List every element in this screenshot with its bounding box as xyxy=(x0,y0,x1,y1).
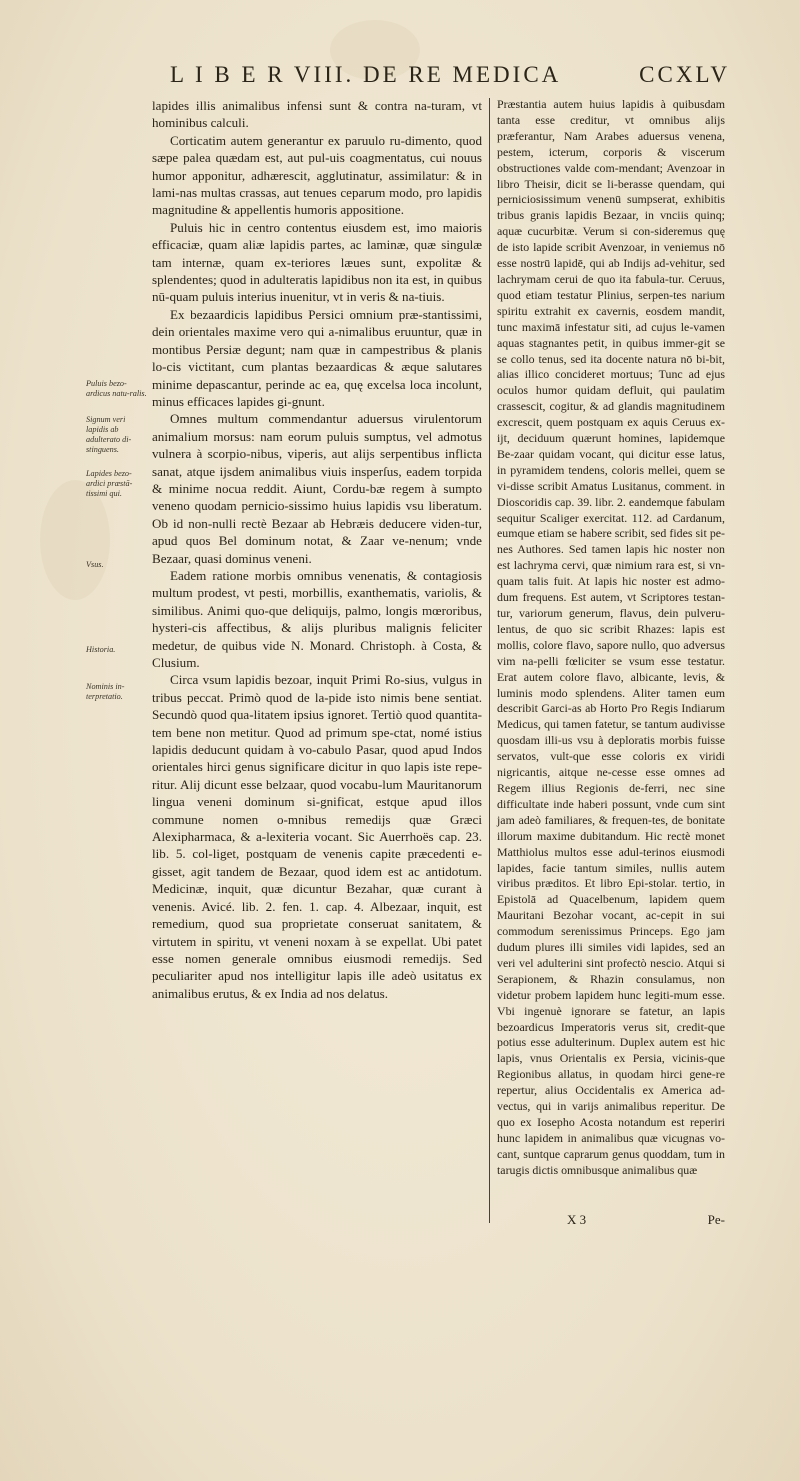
catchword: Pe- xyxy=(707,1212,725,1227)
paragraph: Circa vsum lapidis bezoar, inquit Primi Ro-sius, vulgus in tribus peccat. Primò quod de la-pide isto nimis bene sentiat. Secundò quod qua-litatem ipsius ignoret. Tertiò quod quantita-tem bene non metitur. Quod ad primum spe-ctat, nomé istius lapidis deducunt quidam à vo-cabulo Pasar, quod apud Indos orientales hirci genus significare dicitur in quo lapis iste repe-ritur. Alij dicunt esse belzaar, quod vocabu-lum Mauritanorum lingua veneni dominum si-gnificat, estque apud illos commune nomen o-mnibus remedijs quæ Græci Alexipharmaca, & a-lexiteria vocant. Sic Auerrhoës cap. 23. lib. 5. col-liget, postquam de venenis capite præcedenti e-gisset, agit tandem de Bezaar, quod idem est ac antidotum. Medicinæ, inquit, quæ dicuntur Bezahar, quæ curant à venenis. Avicé. lib. 2. fen. 1. cap. 4. Albezaar, inquit, est remedium, quod sua proprietate conseruat sanitatem, & virtutem in spiritu, vt veneni noxam à se expellat. Ubi patet esse nomen generale omnibus eiusmodi remedijs. Sed peculiariter apud nos intelligitur lapis ille adeò usitatus ex animalibus erutus, & ex India ad nos delatus. xyxy=(152,672,482,1001)
margin-note: Signum veri lapidis ab adulterato di-stinguens. xyxy=(86,415,132,454)
page-footer xyxy=(497,1212,725,1230)
folio-number: CCXLV xyxy=(639,62,730,87)
paragraph: lapides illis animalibus infensi sunt & contra na-turam, vt hominibus calculi. xyxy=(152,98,482,131)
paragraph: Omnes multum commendantur aduersus virulentorum animalium morsus: nam eorum puluis sumptus, vel admotus vulnera à scorpio-nibus, viperis, aut alijs serpentibus inflicta sanat, atque ijsdem animalibus viuis insperſus, eadem torpida & minime nocua reddit. Aiunt, Cordu-bæ regem à sumpto veneno quodam pernicio-sissimo huius lapidis vsu liberatum. Ob id non-nulli rectè Bezaar ab Hebræis deducere viden-tur, apud quos Bel dominum notat, & Zaar ve-nenum; vnde Bezaar, quasi dominus veneni. xyxy=(152,411,482,566)
running-head xyxy=(170,62,730,96)
left-column xyxy=(152,97,482,1002)
margin-note: Vsus. xyxy=(86,560,104,569)
margin-note: Historia. xyxy=(86,645,116,654)
signature-mark: X 3 xyxy=(567,1212,587,1227)
margin-note: Lapides bezo-ardici præstā-tissimi qui. xyxy=(86,469,133,498)
paragraph: Præstantia autem huius lapidis à quibusdam tanta esse creditur, vt omnibus alijs præferantur, Nam Arabes aduersus venena, pestem, icterum, corporis & viscerum obstructiones valde com-mendant; Avenzoar in libro Theisir, dicit se li-berasse quendam, qui perniciosissimum venenū sumpserat, exhibitis tribus granis lapidis Bezaar, in vnciis quinq; aquæ cucurbitæ. Verum si con-sideremus quę de isto lapide scribit Avenzoar, in veniemus nō esse nostrū lapidē, qui ab Indijs ad-vehitur, sed lachrymam cerui de quo ita fabula-tur. Ceruus, quod etiam testatur Plinius, serpen-tes narium spiritu extrahit ex cavernis, eosdem mandit, tunc maximā infestatur siti, ad cujus le-vamen aquas stagnantes petit, in quibus immer-git se se collo tenus, sed ita docente natura nō bi-bit, alias illico concideret mortuus; Tunc ad ejus oculos humor quidam defluit, qui paulatim crassescit, cogitur, & ad glandis magnitudinem excrescit, quem postquam ex aquis Ceruus ex-ijt, deciduum quærunt homines, lapidemque Be-zaar quidam vocant, qui dicitur esse latus, in pyramidem tendens, coloris mellei, quem se vi-disse scribit Amatus Lusitanus, comment. in Dioscoridis cap. 39. libr. 2. eandemque fabulam sequitur Scaliger exercitat. 112. ad Cardanum, eumque etiam se habere scribit, sed fides sit pe-nes Authores. Sed tamen lapis hic noster non est lachryma cervi, quæ nimium rara est, si vn-quam talis fuit. At lapis hic noster est admo-dum frequens. Est autem, vt Scriptores testan-tur, variorum generum, flavus, dein pulveru-lentus, de quo sic scribit Rhazes: lapis est mollis, colore flavo, sapore nullo, quo adversus vim na-pelli fœliciter se vsum esse testatur. Erat autem colore flavo, albicante, levis, & luminis modo splendens. Aliter tamen eum describit Garci-as ab Horto Pro Regis Indiarum Medicus, qui tamen fatetur, se tantum audivisse quosdam illi-us vsu à deploratis morbis fuisse servatos, vult-que esse coloris ex viridi nigricantis, aitque ne-cesse esse omnes ad Regem illius Regionis de-ferri, nec sine difficultate inde haberi possunt, vnde cum sint jam adeò familiares, & frequen-tes, de bonitate illorum maxime dubitandum. Hic rectè monet Matthiolus multos esse adul-terinos eiusmodi lapides, facie tantum similes, nullis autem viribus præditos. Et libro Epi-stolar. tertio, in Epistolā ad Quacelbenum, lapidem quem Mauritani Bezohar vocant, ac-cepit in sui commodum serenissimus Princeps. Ego jam dudum plures illi similes vidi lapides, sed an veri vel adulterini sint profectò nescio. Atqui si Serapionem, & Rhazin consulamus, non videtur probem lapidem hunc legiti-mum esse. Vbi ingenuè ignorare se fatetur, an lapis bezoardicus Imperatoris verus sit, credit-que potius esse adulterinum. Duplex autem est hic lapis, vnus Orientalis ex Persia, vicinis-que Regionibus allatus, in quodam hirci gene-re repertur, alius Occidentalis ex America ad-vectus, qui in varijs animalibus reperitur. De quo ex Iosepho Acosta notandum est reperiri hunc lapidem in animalibus quæ vicugnas vo-cant, suntque caprarum genus quoddam, tum in tarugis dictis omnibusque animalibus quæ xyxy=(497,97,725,1177)
paragraph: Ex bezaardicis lapidibus Persici omnium præ-stantissimi, dein orientales maxime vero qui a-nimalibus eruuntur, quæ in montibus Persiæ degunt; nam quæ in campestribus & planis lo-cis victitant, cum plantas bezaardicas & æque salutares minime depascantur, perinde ac ea, quę excelsa loca incolunt, minus efficaces lapides gi-gnunt. xyxy=(152,306,482,409)
running-title: L I B E R VIII. DE RE MEDICA xyxy=(170,62,562,87)
column-divider xyxy=(489,98,490,1223)
right-column xyxy=(497,97,725,1179)
margin-note: Puluis bezo-ardicus natu-ralis. xyxy=(86,379,147,398)
margin-note: Nominis in-terpretatio. xyxy=(86,682,125,701)
paragraph: Corticatim autem generantur ex paruulo ru-dimento, quod sæpe palea quædam est, aut pul-uis coagmentatus, cui nouus humor apponitur, adhærescit, agglutinatur, assimilatur: & in lami-nas multas crassas, aut tenues ceparum modo, pro lapidis magnitudine & appellentis humoris appositione. xyxy=(152,132,482,218)
paragraph: Eadem ratione morbis omnibus venenatis, & contagiosis multum prodest, vt pesti, morbillis, exanthematis, variolis, & similibus. Animi quo-que deliquijs, palmo, longis mœroribus, hysteri-cis affectibus, & alijs pluribus malignis feliciter medetur, de quibus vide N. Monard. Christoph. à Costa, & Clusium. xyxy=(152,567,482,670)
paragraph: Puluis hic in centro contentus eiusdem est, imo maioris efficaciæ, quam aliæ lapidis partes, ac laminæ, quæ singulæ tam internæ, quam ex-teriores læues sunt, expolitæ & splendentes; quod in adulteratis lapidibus non ita est, in quibus nū-quam puluis interius inuenitur, vt in veris & na-tiuis. xyxy=(152,219,482,305)
